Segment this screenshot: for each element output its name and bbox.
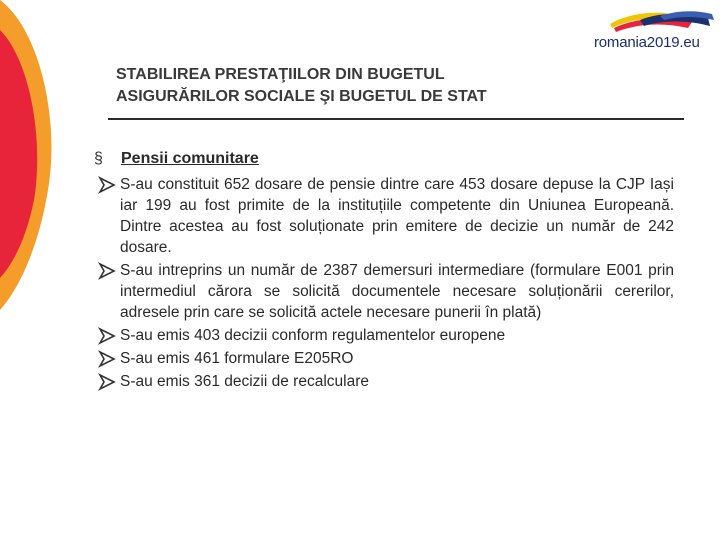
bullet-text: S-au emis 461 formulare E205RO: [120, 350, 354, 367]
arrow-bullet-icon: [94, 260, 120, 280]
section-heading: Pensii comunitare: [121, 150, 259, 167]
arrow-bullet-icon: [94, 371, 120, 391]
bullet-text: S-au emis 361 decizii de recalculare: [120, 373, 369, 390]
logo-text-domain: .eu: [679, 34, 700, 51]
list-item: [94, 174, 674, 258]
title-divider: [108, 118, 684, 120]
arrow-bullet-icon: [94, 174, 120, 194]
slide-content: [94, 148, 674, 394]
bullet-text: S-au emis 403 decizii conform regulamentelor europene: [120, 327, 506, 344]
logo-text: [594, 34, 700, 51]
romania2019-logo: [594, 6, 718, 54]
bullet-list: [94, 174, 674, 392]
section-header: [94, 148, 674, 170]
section-marker-icon: §: [94, 150, 103, 167]
arrow-bullet-icon: [94, 348, 120, 368]
bullet-text: S-au constituit 652 dosare de pensie dintre care 453 dosare depuse la CJP Iași iar 199 au fost primite de la instituțiile competente din Uniunea Europeană. Dintre acestea au fost soluționate prin emitere de decizie un număr de 242 dosare.: [120, 176, 674, 256]
arrow-bullet-icon: [94, 325, 120, 345]
bullet-text: S-au intreprins un număr de 2387 demersuri intermediare (formulare E001 prin intermediul cărora se solicită documentele necesare soluționării cererilor, adresele prin care se solicită actele necesare punerii în plată): [120, 262, 674, 321]
list-item: [94, 325, 674, 346]
logo-text-year: 2019: [646, 34, 680, 51]
decorative-swoosh: [0, 0, 60, 540]
title-line-1: STABILIREA PRESTAŢIILOR DIN BUGETUL: [116, 66, 445, 83]
slide-title: [116, 64, 656, 108]
logo-flags-graphic: [600, 6, 716, 34]
list-item: [94, 348, 674, 369]
list-item: [94, 260, 674, 323]
logo-text-main: romania: [594, 34, 647, 51]
list-item: [94, 371, 674, 392]
title-line-2: ASIGURĂRILOR SOCIALE ŞI BUGETUL DE STAT: [116, 88, 487, 105]
